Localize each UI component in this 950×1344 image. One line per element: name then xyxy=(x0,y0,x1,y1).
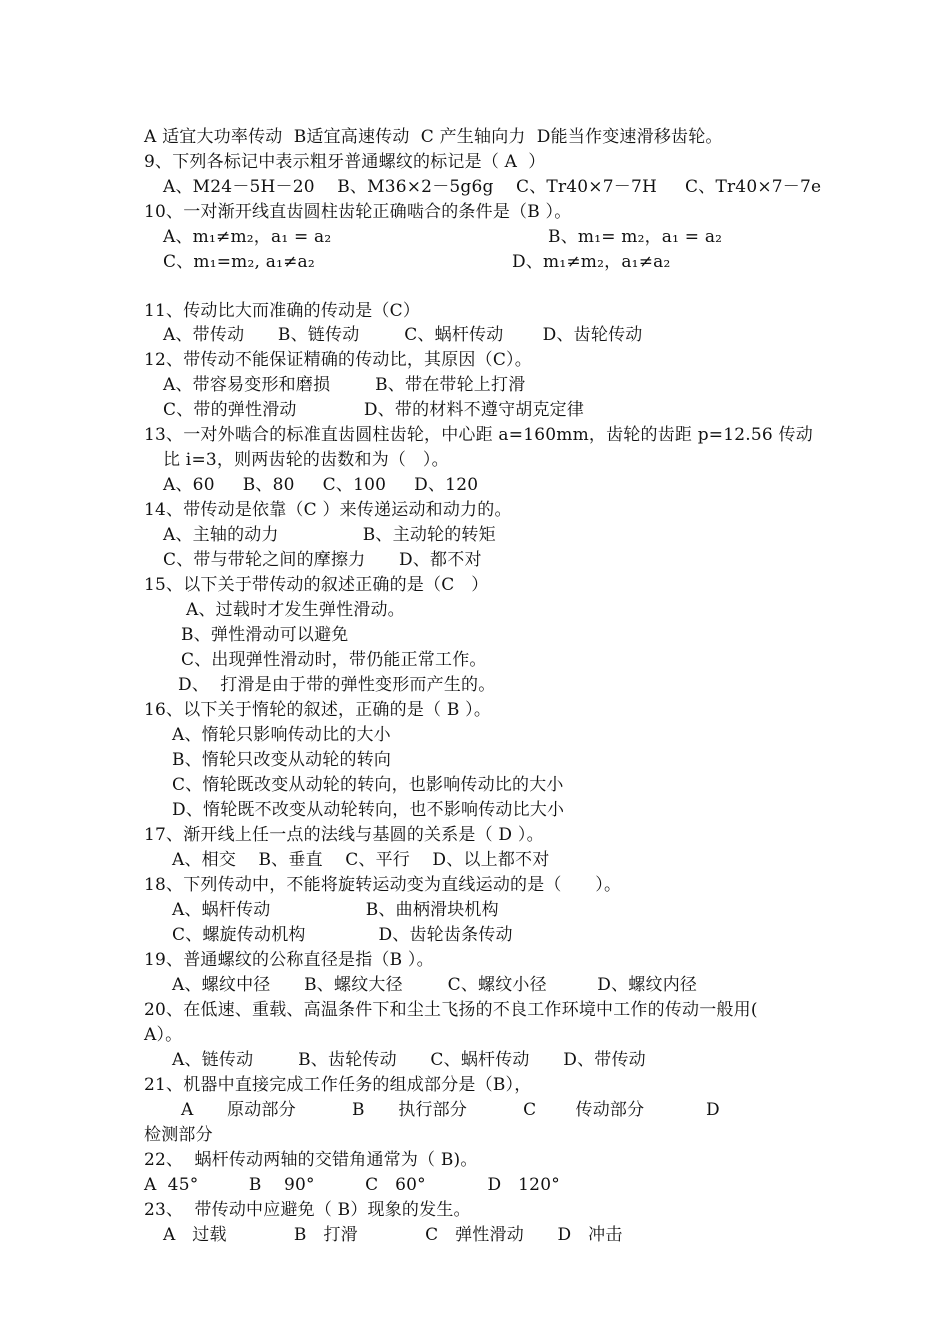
q21-options: A 原动部分 B 执行部分 C 传动部分 D xyxy=(181,1100,720,1120)
q13-stem-line1: 13、一对外啮合的标准直齿圆柱齿轮，中心距 a=160mm，齿轮的齿距 p=12.56 传动 xyxy=(144,425,813,445)
q14-options-cd: C、带与带轮之间的摩擦力 D、都不对 xyxy=(163,550,482,570)
q20-stem-line2: A）。 xyxy=(144,1025,183,1045)
q19-stem: 19、普通螺纹的公称直径是指（B ）。 xyxy=(144,950,434,970)
q18-stem: 18、下列传动中，不能将旋转运动变为直线运动的是（ ）。 xyxy=(144,875,622,895)
q15-option-c: C、出现弹性滑动时，带仍能正常工作。 xyxy=(181,650,487,670)
q12-stem: 12、带传动不能保证精确的传动比，其原因（C）。 xyxy=(144,350,532,370)
q13-stem-line2: 比 i=3，则两齿轮的齿数和为（ ）。 xyxy=(163,450,449,470)
q16-option-d: D、惰轮既不改变从动轮转向，也不影响传动比大小 xyxy=(172,800,565,820)
q11-stem: 11、传动比大而准确的传动是（C） xyxy=(144,301,421,321)
q10-option-b: B、m₁= m₂，a₁ = a₂ xyxy=(548,227,723,247)
q10-option-c: C、m₁=m₂, a₁≠a₂ xyxy=(163,252,315,272)
q18-options-ab: A、蜗杆传动 B、曲柄滑块机构 xyxy=(172,900,499,920)
q10-stem: 10、一对渐开线直齿圆柱齿轮正确啮合的条件是（B ）。 xyxy=(144,202,572,222)
q10-option-d: D、m₁≠m₂，a₁≠a₂ xyxy=(512,252,671,272)
q9-options: A、M24－5H－20 B、M36×2－5g6g C、Tr40×7－7H C、Tr40×7－7e xyxy=(163,177,822,197)
q22-stem: 22、 蜗杆传动两轴的交错角通常为（ B)。 xyxy=(144,1150,478,1170)
q16-stem: 16、以下关于惰轮的叙述，正确的是（ B ）。 xyxy=(144,700,492,720)
q8-options: A 适宜大功率传动 B适宜高速传动 C 产生轴向力 D能当作变速滑移齿轮。 xyxy=(144,127,723,147)
q21-options-wrap: 检测部分 xyxy=(144,1125,213,1145)
q22-options: A 45° B 90° C 60° D 120° xyxy=(144,1175,560,1195)
q15-option-a: A、过载时才发生弹性滑动。 xyxy=(186,600,405,620)
q20-stem-line1: 20、在低速、重载、高温条件下和尘土飞扬的不良工作环境中工作的传动一般用( xyxy=(144,1000,758,1020)
q12-options-ab: A、带容易变形和磨损 B、带在带轮上打滑 xyxy=(163,375,526,395)
q15-option-b: B、弹性滑动可以避免 xyxy=(181,625,349,645)
q14-options-ab: A、主轴的动力 B、主动轮的转矩 xyxy=(163,525,496,545)
q20-options: A、链传动 B、齿轮传动 C、蜗杆传动 D、带传动 xyxy=(172,1050,646,1070)
q23-options: A 过载 B 打滑 C 弹性滑动 D 冲击 xyxy=(163,1225,623,1245)
q17-options: A、相交 B、垂直 C、平行 D、以上都不对 xyxy=(172,850,550,870)
q11-options: A、带传动 B、链传动 C、蜗杆传动 D、齿轮传动 xyxy=(163,325,643,345)
q14-stem: 14、带传动是依靠（C ）来传递运动和动力的。 xyxy=(144,500,512,520)
q13-options: A、60 B、80 C、100 D、120 xyxy=(163,475,479,495)
q16-option-c: C、惰轮既改变从动轮的转向，也影响传动比的大小 xyxy=(172,775,564,795)
q18-options-cd: C、螺旋传动机构 D、齿轮齿条传动 xyxy=(172,925,513,945)
q19-options: A、螺纹中径 B、螺纹大径 C、螺纹小径 D、螺纹内径 xyxy=(172,975,698,995)
q15-stem: 15、以下关于带传动的叙述正确的是（C ） xyxy=(144,575,489,595)
q16-option-b: B、惰轮只改变从动轮的转向 xyxy=(172,750,392,770)
q16-option-a: A、惰轮只影响传动比的大小 xyxy=(172,725,391,745)
q9-stem: 9、下列各标记中表示粗牙普通螺纹的标记是（ A ） xyxy=(144,152,546,172)
q23-stem: 23、 带传动中应避免（ B）现象的发生。 xyxy=(144,1200,471,1220)
q10-option-a: A、m₁≠m₂，a₁ = a₂ xyxy=(163,227,332,247)
q17-stem: 17、渐开线上任一点的法线与基圆的关系是（ D ）。 xyxy=(144,825,544,845)
q21-stem: 21、机器中直接完成工作任务的组成部分是（B）， xyxy=(144,1075,532,1095)
q15-option-d: D、 打滑是由于带的弹性变形而产生的。 xyxy=(178,675,496,695)
q12-options-cd: C、带的弹性滑动 D、带的材料不遵守胡克定律 xyxy=(163,400,585,420)
